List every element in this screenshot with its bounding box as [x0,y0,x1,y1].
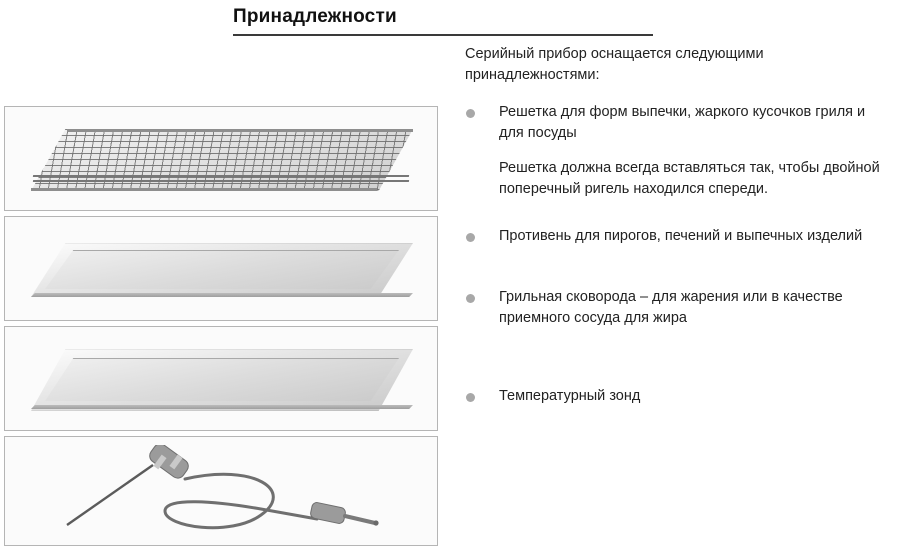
page-title: Принадлежности [233,6,397,27]
page-title-block [233,6,653,36]
list-item-text: Температурный зонд [499,388,641,404]
list-item-text: Решетка для форм выпечки, жаркого кусочков гриля и для посуды [499,104,866,141]
probe-needle [67,465,153,525]
figure-wire-rack [4,106,438,211]
figure-column [4,106,438,551]
temperature-probe-illustration [45,445,385,537]
rack-top-edge [67,129,413,132]
list-item-text: Противень для пирогов, печений и выпечных изделий [499,228,863,244]
tray-inner-surface [45,250,399,289]
bullet-dot-icon [466,109,475,118]
rack-rail-front-second [33,180,409,182]
list-item [465,102,890,200]
figure-temperature-probe [4,436,438,546]
list-item [465,287,890,329]
tray-front-lip [31,293,413,297]
wire-rack-illustration [31,129,413,191]
bullet-dot-icon [466,393,475,402]
pan-front-lip [31,405,413,409]
list-item [465,226,890,247]
bullet-dot-icon [466,233,475,242]
figure-grill-pan [4,326,438,431]
figure-baking-tray [4,216,438,321]
title-divider [233,34,653,36]
probe-handle [147,445,191,481]
probe-cable [165,474,317,527]
list-item [465,386,890,407]
baking-tray-illustration [31,243,413,297]
list-item-text: Грильная сковорода – для жарения или в качестве приемного сосуда для жира [499,289,843,326]
pan-inner-surface [45,358,399,401]
text-column [465,44,890,423]
intro-paragraph: Серийный прибор оснащается следующими принадлежностями: [465,46,764,83]
grill-pan-illustration [31,349,413,411]
probe-plug [310,502,379,526]
list-item-subtext: Решетка должна всегда вставляться так, чтобы двойной поперечный ригель находился спереди. [499,160,880,197]
bullet-dot-icon [466,294,475,303]
rack-rail-front [33,175,409,177]
rack-bottom-edge [31,188,377,191]
